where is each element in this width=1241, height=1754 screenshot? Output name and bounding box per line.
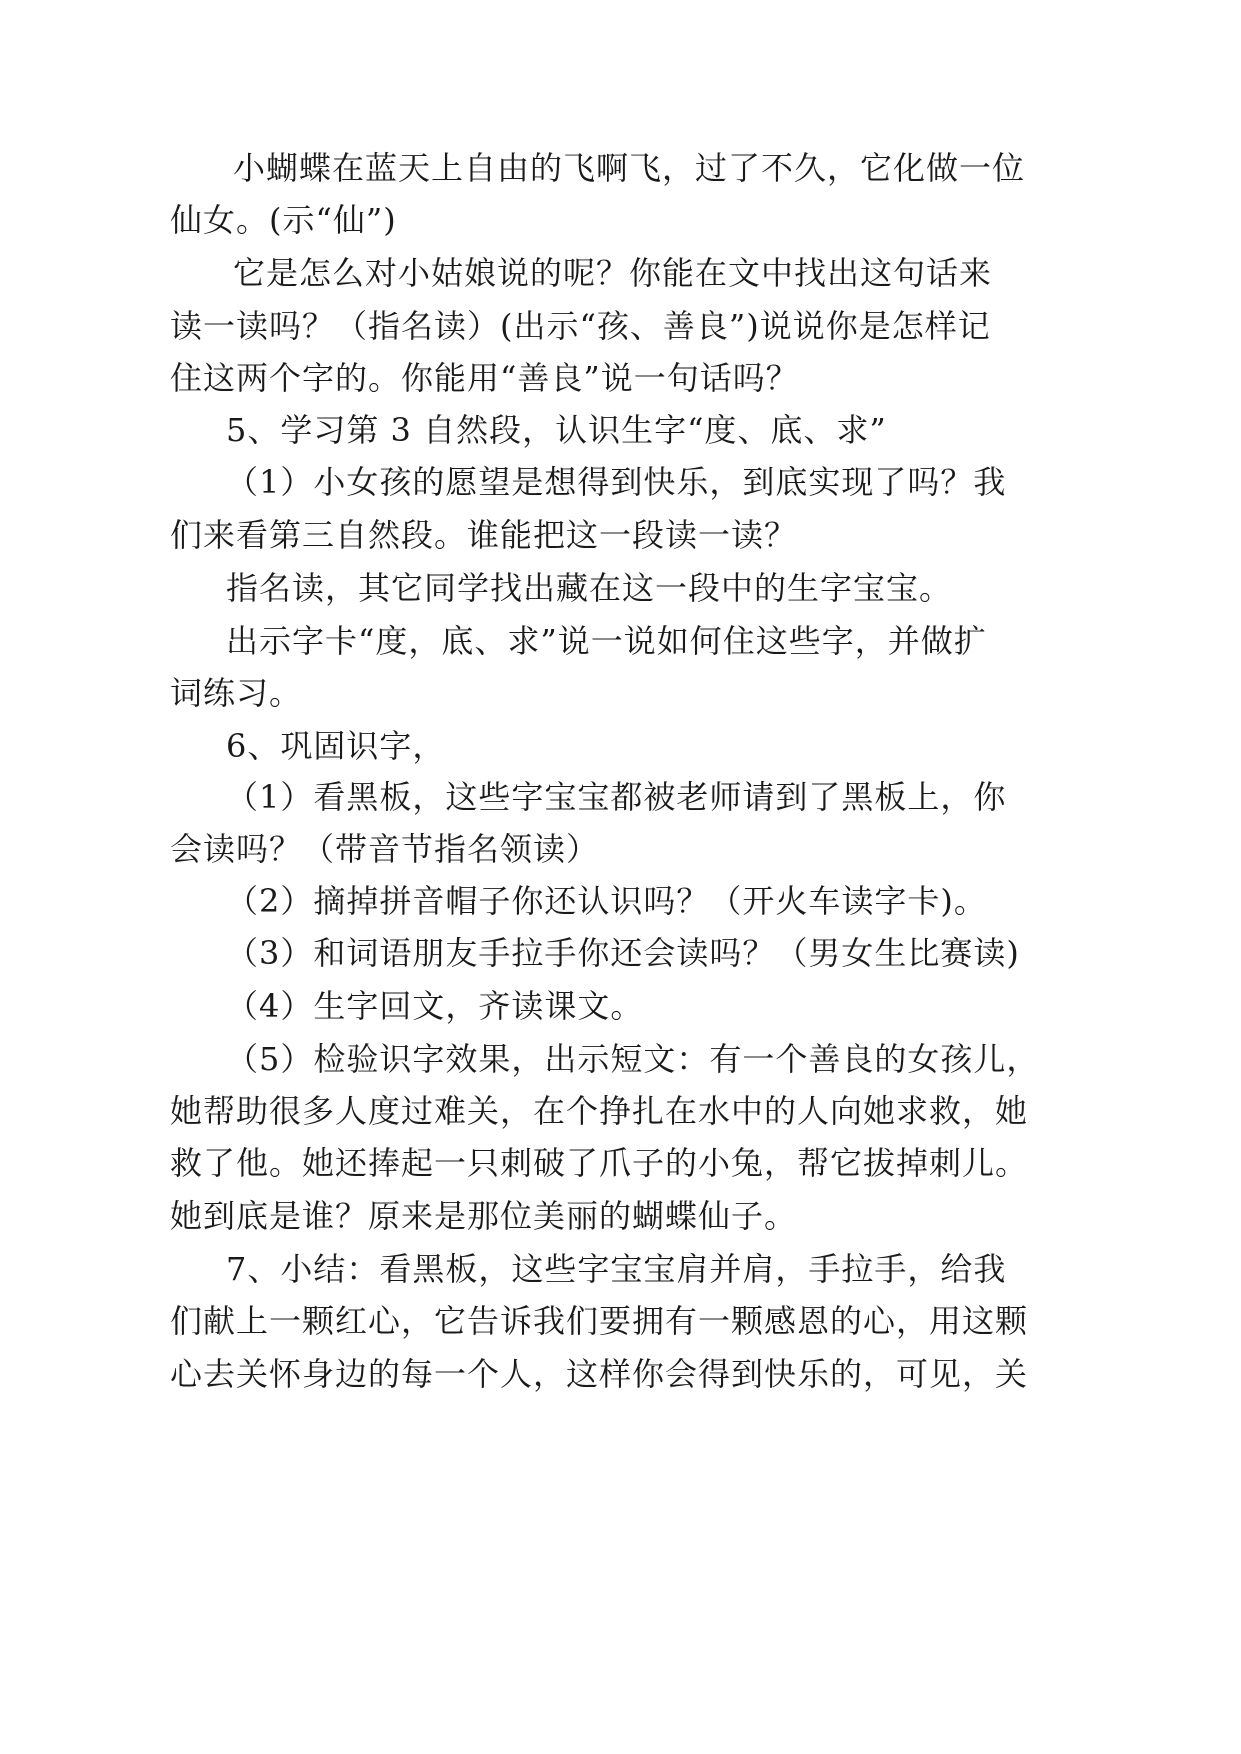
text-line: （1）看黑板，这些字宝宝都被老师请到了黑板上，你	[226, 778, 1007, 816]
text-line: 救了他。她还捧起一只刺破了爪子的小兔，帮它拔掉刺儿。	[170, 1144, 1029, 1182]
text-line: 们来看第三自然段。谁能把这一段读一读？	[170, 516, 798, 554]
text-line: （1）小女孩的愿望是想得到快乐，到底实现了吗？我	[226, 463, 1007, 501]
text-line: （5）检验识字效果，出示短文：有一个善良的女孩儿，	[226, 1040, 1040, 1078]
text-line: 仙女。(示“仙”)	[170, 201, 397, 239]
text-line: 们献上一颗红心，它告诉我们要拥有一颗感恩的心，用这颗	[170, 1302, 1029, 1340]
text-line: （4）生字回文，齐读课文。	[226, 987, 644, 1025]
text-line: 住这两个字的。你能用“善良”说一句话吗？	[170, 359, 799, 397]
text-line: 7、小结：看黑板，这些字宝宝肩并肩，手拉手，给我	[226, 1250, 1007, 1288]
text-line: 会读吗？（带音节指名领读）	[170, 830, 600, 868]
text-line: 出示字卡“度，底、求”说一说如何住这些字，并做扩	[226, 622, 987, 660]
text-line: 指名读，其它同学找出藏在这一段中的生字宝宝。	[226, 569, 953, 607]
text-line: （3）和词语朋友手拉手你还会读吗？（男女生比赛读)	[226, 934, 1020, 972]
text-line: 词练习。	[170, 674, 303, 712]
text-line: 心去关怀身边的每一个人，这样你会得到快乐的，可见，关	[170, 1355, 1029, 1393]
text-line: 她到底是谁？原来是那位美丽的蝴蝶仙子。	[170, 1197, 798, 1235]
text-line: 小蝴蝶在蓝天上自由的飞啊飞，过了不久，它化做一位	[233, 149, 1026, 187]
text-line: 读一读吗？（指名读）(出示“孩、善良”)说说你是怎样记	[170, 307, 991, 345]
text-line: （2）摘掉拼音帽子你还认识吗？（开火车读字卡)。	[226, 882, 987, 920]
text-line: 她帮助很多人度过难关，在个挣扎在水中的人向她求救，她	[170, 1092, 1029, 1130]
text-line: 5、学习第 3 自然段，认识生字“度、底、求”	[226, 411, 887, 449]
text-line: 它是怎么对小姑娘说的呢？你能在文中找出这句话来	[233, 254, 993, 292]
text-line: 6、巩固识字，	[226, 727, 446, 765]
